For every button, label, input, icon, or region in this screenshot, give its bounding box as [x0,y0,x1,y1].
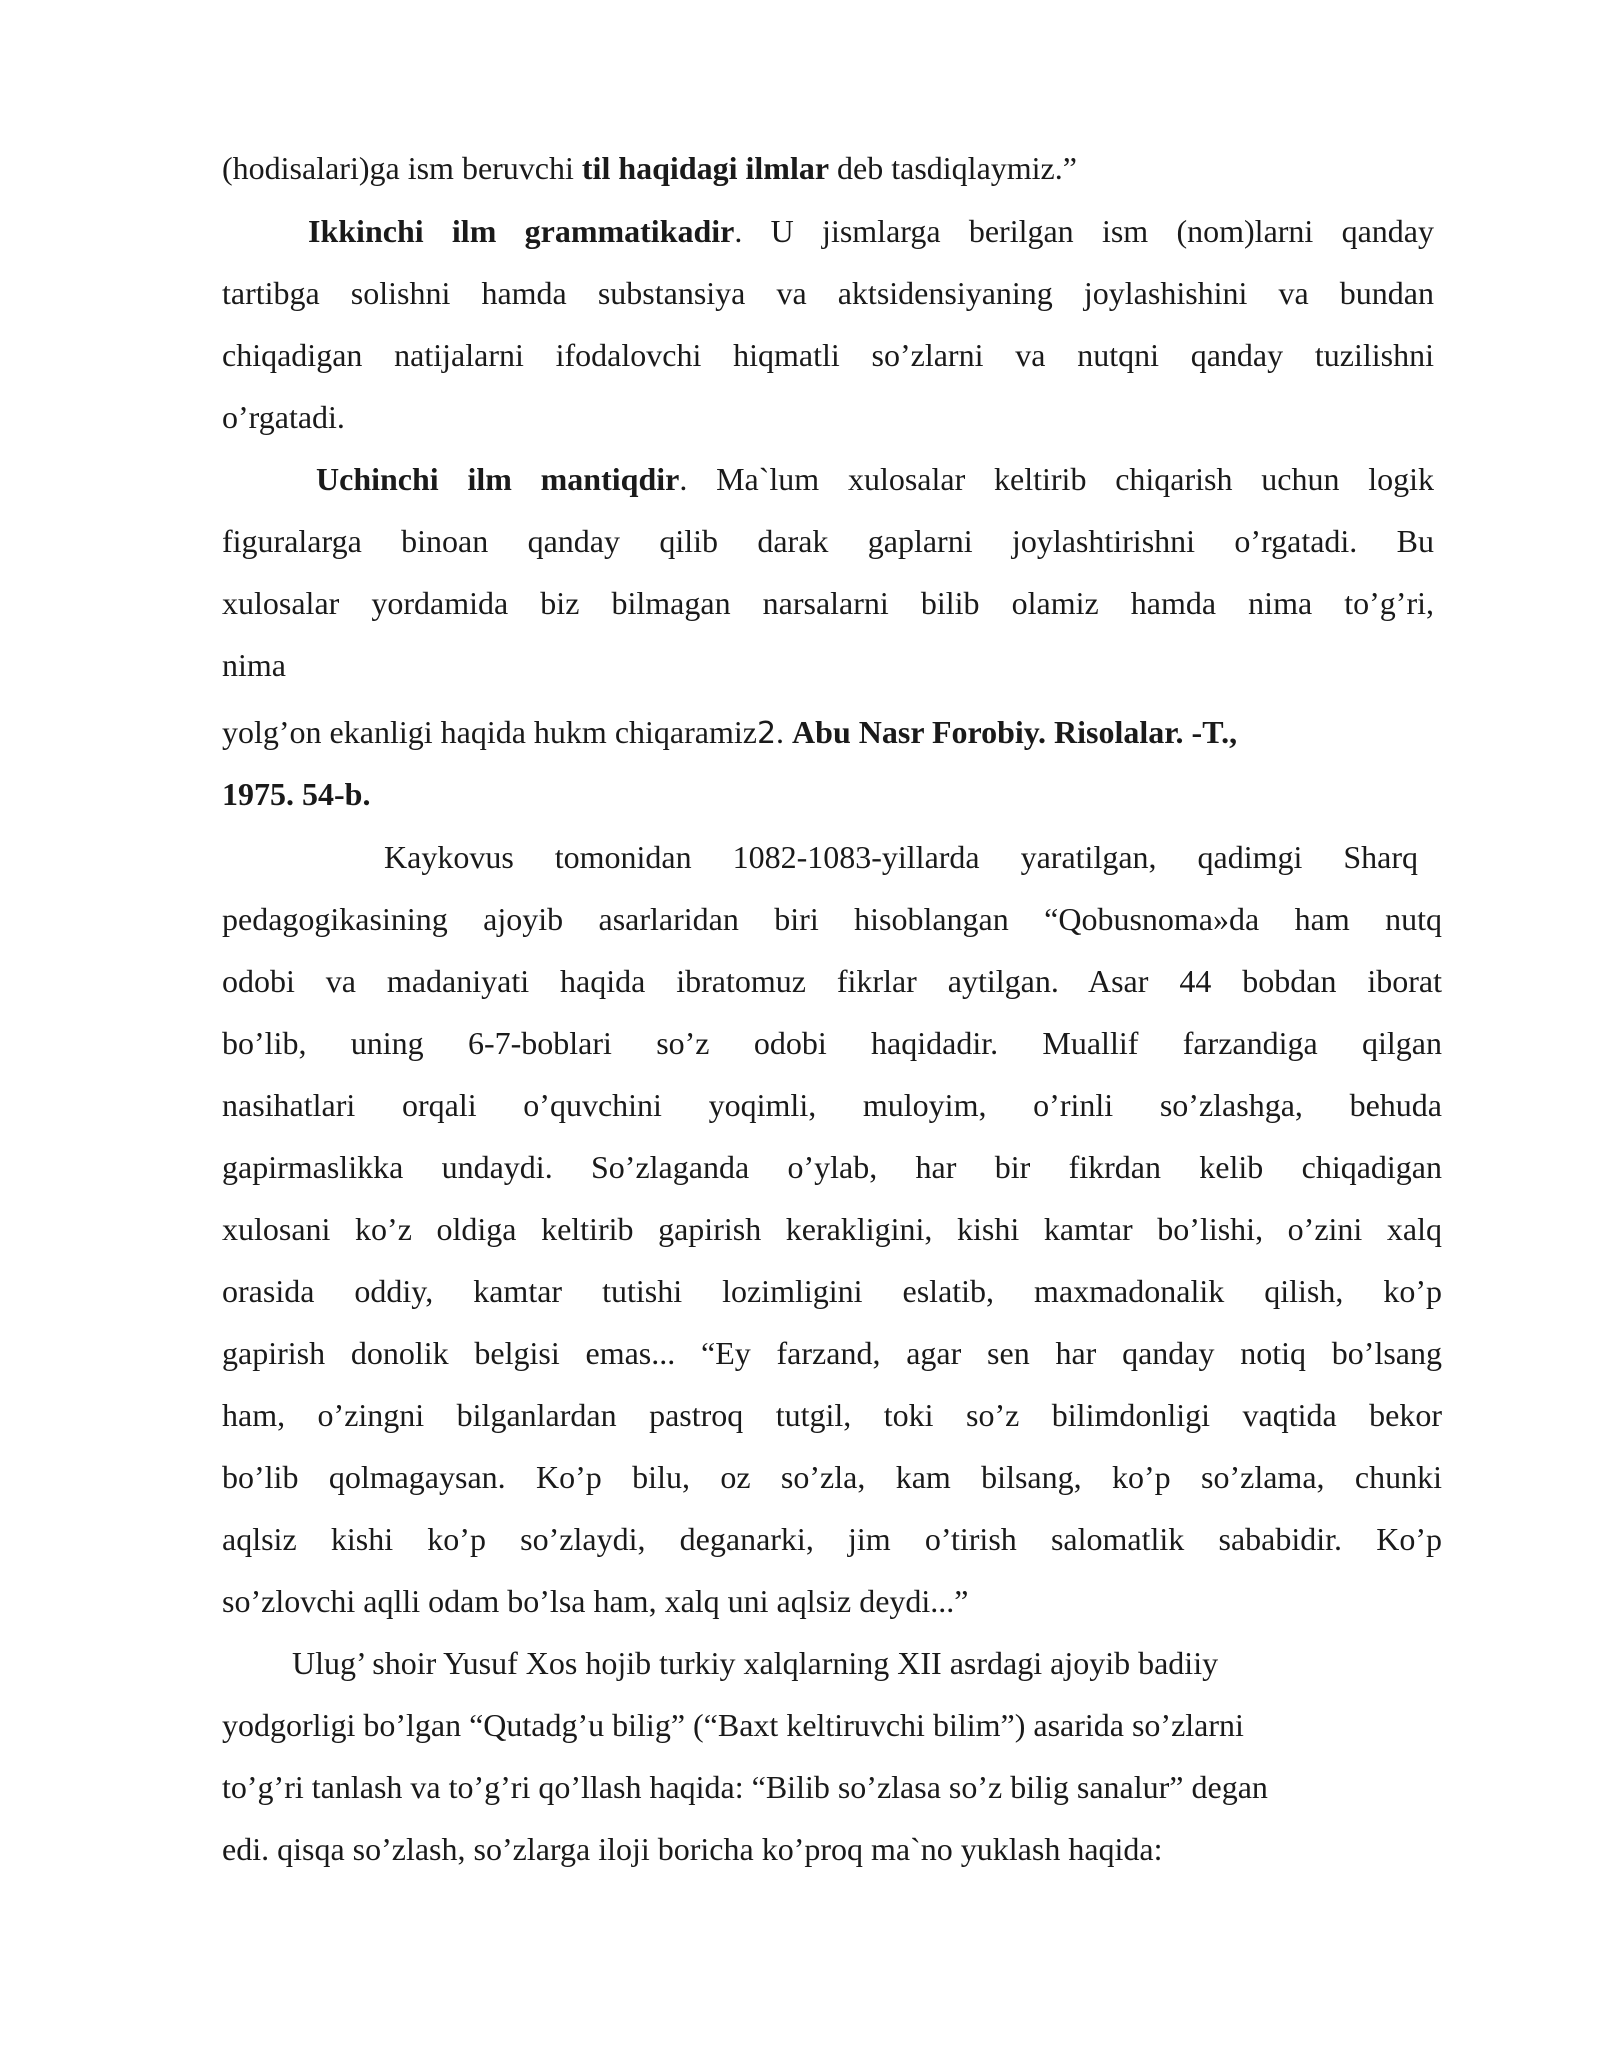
paragraph-qutadgu-start: Ulug’ shoir Yusuf Xos hojib turkiy xalqlarning XII asrdagi ajoyib badiiy [292,1645,1219,1681]
text-line: nasihatlari orqali o’quvchini yoqimli, muloyim, o’rinli so’zlashga, behuda [222,1087,1442,1123]
text-line: o’rgatadi. [222,399,345,435]
text-line: gapirish donolik belgisi emas... “Ey farzand, agar sen har qanday notiq bo’lsang [222,1335,1442,1371]
text-line: tartibga solishni hamda substansiya va aktsidensiyaning joylashishini va bundan [222,275,1434,311]
bold-heading: Uchinchi ilm mantiqdir [316,461,680,497]
text-line: to’g’ri tanlash va to’g’ri qo’llash haqida: “Bilib so’zlasa so’z bilig sanalur” degan [222,1769,1268,1805]
paragraph-logic-start [316,459,1434,499]
bold-phrase: til haqidagi ilmlar [581,150,830,186]
citation-year [222,774,370,814]
text-line [222,148,1077,188]
text-span: . [776,714,793,750]
text-line: figuralarga binoan qanday qilib darak gaplarni joylashtirishni o’rgatadi. Bu [222,523,1434,559]
text-span: (hodisalari)ga ism beruvchi [222,150,582,186]
text-line-citation [222,712,1237,754]
text-line: orasida oddiy, kamtar tutishi lozimligini eslatib, maxmadonalik qilish, ko’p [222,1273,1442,1309]
text-line: xulosalar yordamida biz bilmagan narsalarni bilib olamiz hamda nima to’g’ri, [222,585,1434,621]
text-line: chiqadigan natijalarni ifodalovchi hiqmatli so’zlarni va nutqni qanday tuzilishni [222,337,1434,373]
citation-bold: Abu Nasr Forobiy. Risolalar. -T., [792,714,1238,750]
text-line: pedagogikasining ajoyib asarlaridan biri hisoblangan “Qobusnoma»da ham nutq [222,901,1442,937]
footnote-marker: 2 [756,716,777,751]
text-line: so’zlovchi aqlli odam bo’lsa ham, xalq uni aqlsiz deydi...” [222,1583,969,1619]
paragraph-qobusnoma-start: Kaykovus tomonidan 1082-1083-yillarda yaratilgan, qadimgi Sharq [384,839,1418,875]
text-span: . U jismlarga berilgan ism (nom)larni qanday [734,213,1434,249]
paragraph-grammar-start [308,211,1434,251]
text-line: yodgorligi bo’lgan “Qutadg’u bilig” (“Baxt keltiruvchi bilim”) asarida so’zlarni [222,1707,1244,1743]
text-span: yolg’on ekanligi haqida hukm chiqaramiz [222,714,757,750]
text-line: bo’lib qolmagaysan. Ko’p bilu, oz so’zla, kam bilsang, ko’p so’zlama, chunki [222,1459,1442,1495]
citation-bold: 1975. 54-b. [222,776,371,812]
text-span: deb tasdiqlaymiz.” [829,150,1077,186]
text-line: nima [222,647,286,683]
text-line: odobi va madaniyati haqida ibratomuz fikrlar aytilgan. Asar 44 bobdan iborat [222,963,1442,999]
text-span: . Ma`lum xulosalar keltirib chiqarish uchun logik [679,461,1435,497]
text-line: edi. qisqa so’zlash, so’zlarga iloji boricha ko’proq ma`no yuklash haqida: [222,1831,1163,1867]
text-line: xulosani ko’z oldiga keltirib gapirish kerakligini, kishi kamtar bo’lishi, o’zini xalq [222,1211,1442,1247]
text-line: bo’lib, uning 6-7-boblari so’z odobi haqidadir. Muallif farzandiga qilgan [222,1025,1442,1061]
text-line: aqlsiz kishi ko’p so’zlaydi, deganarki, jim o’tirish salomatlik sababidir. Ko’p [222,1521,1442,1557]
bold-heading: Ikkinchi ilm grammatikadir [308,213,735,249]
text-line: ham, o’zingni bilganlardan pastroq tutgil, toki so’z bilimdonligi vaqtida bekor [222,1397,1442,1433]
text-line: gapirmaslikka undaydi. So’zlaganda o’ylab, har bir fikrdan kelib chiqadigan [222,1149,1442,1185]
